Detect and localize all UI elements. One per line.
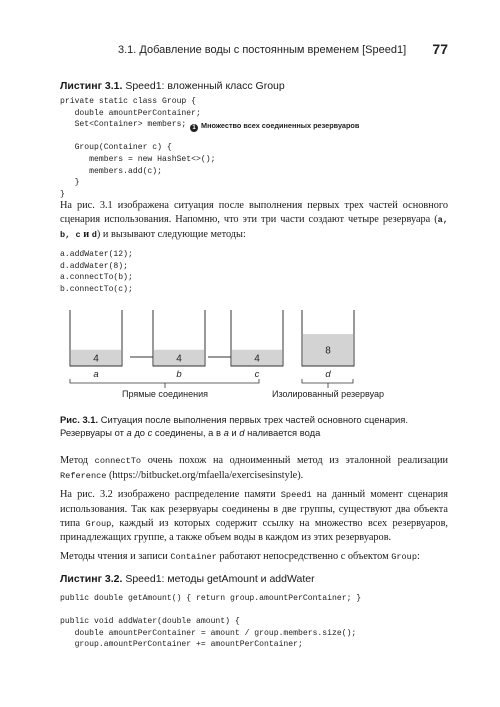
- container-label-a: a: [93, 369, 99, 380]
- annotation-marker: 1: [190, 124, 198, 132]
- paragraph-text: , каждый из которых содержит ссылку на множество всех резервуаров, принадлежащих группе, а также объем воды в каждом из этих резервуаров.: [60, 517, 449, 544]
- paragraph: [60, 488, 448, 545]
- code-block: private static class Group { double amountPerContainer; Set<Container> members; Group(Container c) { members = new HashSet<>(); members.add(c); } }: [60, 97, 216, 199]
- inline-code: Speed1: [280, 490, 312, 500]
- paragraph: [60, 454, 448, 484]
- paragraph-text: и: [80, 228, 92, 240]
- inline-code: connectTo: [94, 456, 142, 466]
- running-title: 3.1. Добавление воды с постоянным временем [Speed1]: [118, 44, 407, 56]
- paragraph-text: На рис. 3.2 изображено распределение памяти: [60, 489, 281, 500]
- container-label-d: d: [325, 369, 331, 380]
- paragraph-text: работают непосредственно с объектом: [216, 551, 392, 562]
- caption-text: до: [131, 427, 148, 438]
- paragraph-text: Методы чтения и записи: [60, 551, 171, 562]
- code-annotation: [190, 121, 359, 132]
- listing-caption: Speed1: вложенный класс Group: [125, 80, 285, 92]
- inline-vars: a, b, c: [60, 214, 448, 240]
- figure-containers: [50, 300, 460, 408]
- caption-var: c: [147, 427, 153, 438]
- connected-label: Прямые соединения: [122, 389, 208, 399]
- water-amount-b: 4: [176, 353, 182, 365]
- paragraph-text: на данный момент сценария использования. Так как резервуары соединены в две группы, существуют два объекта типа: [60, 489, 448, 529]
- water-amount-d: 8: [325, 345, 331, 357]
- water-amount-c: 4: [254, 353, 260, 365]
- water-amount-a: 4: [93, 353, 99, 365]
- paragraph: [60, 199, 448, 242]
- paragraph-text: На рис. 3.1 изображена ситуация после выполнения первых трех частей основного сценария использования. Напомню, что эти три части создают четыре резервуара (: [60, 200, 448, 225]
- inline-code: Group: [85, 518, 112, 529]
- caption-var: a: [126, 427, 132, 438]
- inline-var: d: [91, 229, 97, 240]
- listing-title: [60, 573, 315, 585]
- listing-title: [60, 80, 285, 92]
- caption-var: a: [223, 427, 229, 438]
- paragraph-text: очень похож на одноименный метод из эталонной реализации: [141, 455, 448, 466]
- paragraph-text: ) и вызывают следующие методы:: [96, 228, 246, 240]
- caption-label: Рис. 3.1.: [60, 414, 99, 425]
- running-header: [118, 41, 448, 57]
- figure-caption: [60, 413, 450, 439]
- paragraph-text: Метод: [60, 455, 95, 466]
- listing-caption: Speed1: методы getAmount и addWater: [125, 573, 315, 585]
- paragraph: [60, 550, 448, 565]
- paragraph-text: (https://bitbucket.org/mfaella/exercisesinstyle).: [106, 469, 304, 481]
- caption-var: d: [239, 427, 245, 438]
- inline-code: Group: [391, 552, 417, 562]
- caption-text: и: [228, 427, 240, 438]
- inline-code: Container: [170, 552, 217, 562]
- isolated-label: Изолированный резервуар: [271, 389, 385, 399]
- caption-text: соединены, а в: [152, 427, 224, 438]
- page-number: 77: [432, 41, 448, 57]
- listing-label: Листинг 3.2.: [60, 573, 123, 585]
- code-block: a.addWater(12); d.addWater(8); a.connectTo(b); b.connectTo(c);: [60, 250, 133, 294]
- container-label-c: c: [254, 369, 260, 380]
- listing-label: Листинг 3.1.: [60, 80, 123, 92]
- paragraph-text: :: [417, 551, 420, 562]
- code-block: public double getAmount() { return group.amountPerContainer; } public void addWater(double amount) { double amountPerContainer = amount / group.members.size(); group.amountPerContainer += amountPerContainer;: [60, 594, 362, 650]
- caption-text: наливается вода: [244, 427, 321, 438]
- caption-text: Ситуация после выполнения первых трех частей основного сценария. Резервуары от: [60, 414, 408, 438]
- inline-code: Reference: [60, 470, 107, 481]
- container-label-b: b: [176, 369, 182, 380]
- annotation-text: Множество всех соединенных резервуаров: [201, 121, 360, 130]
